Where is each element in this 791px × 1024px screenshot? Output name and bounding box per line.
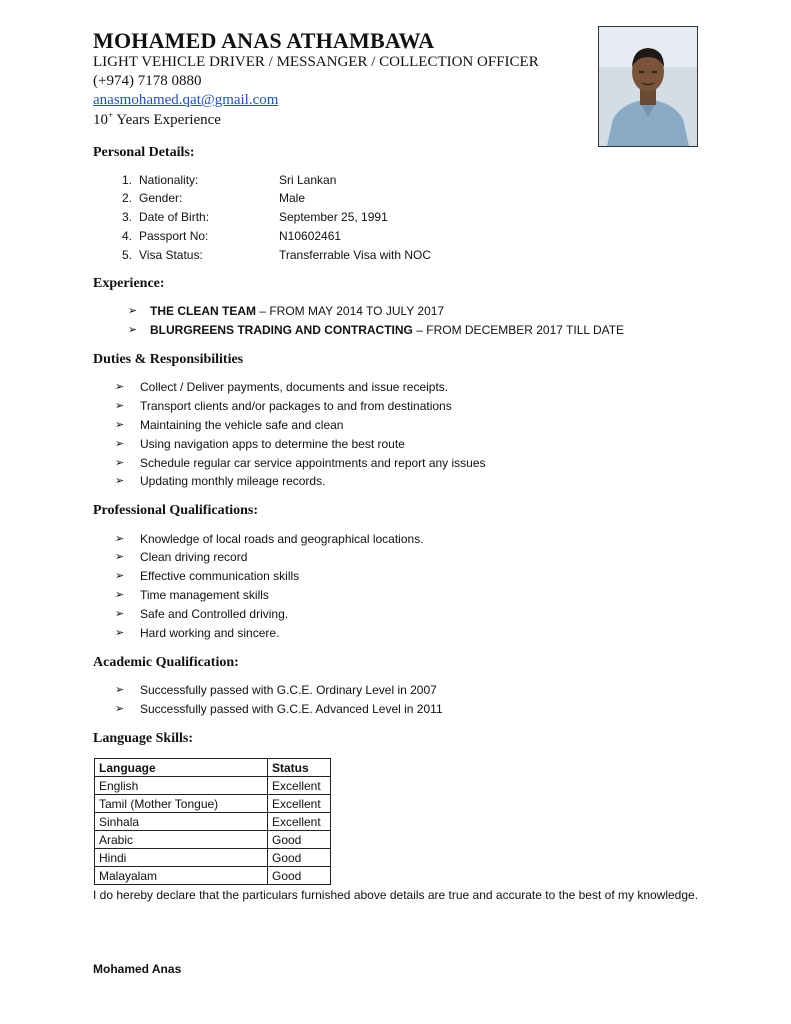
arrow-bullet-icon: ➢ [115,419,125,431]
list-item-text: Schedule regular car service appointments and report any issues [140,456,486,470]
status-cell: Excellent [268,795,331,813]
experience-plus: + [108,110,114,120]
arrow-bullet-icon: ➢ [115,684,125,696]
list-item-text: Time management skills [140,588,269,602]
arrow-bullet-icon: ➢ [115,438,125,450]
language-cell: English [95,777,268,795]
list-item-text: Knowledge of local roads and geographical locations. [140,532,424,546]
row-value: Transferrable Visa with NOC [279,248,432,262]
row-key: Gender: [139,191,183,205]
declaration-text: I do hereby declare that the particulars furnished above details are true and accurate to the best of my knowledge. [93,888,699,902]
arrow-bullet-icon: ➢ [115,627,125,639]
language-skills-heading: Language Skills: [93,731,193,746]
row-value: Sri Lankan [279,173,337,187]
job-titles: LIGHT VEHICLE DRIVER / MESSANGER / COLLECTION OFFICER [93,54,539,70]
experience-number: 10 [93,112,108,128]
row-number: 2. [121,191,132,205]
experience-heading: Experience: [93,276,165,291]
person-photo-icon [599,27,697,146]
years-experience [93,110,221,129]
arrow-bullet-icon: ➢ [115,533,125,545]
table-row [95,795,331,813]
list-item-text: Using navigation apps to determine the best route [140,437,405,451]
status-cell: Good [268,867,331,885]
arrow-bullet-icon: ➢ [115,551,125,563]
list-item-text: Effective communication skills [140,569,300,583]
table-row [95,813,331,831]
arrow-bullet-icon: ➢ [115,570,125,582]
row-number: 4. [121,229,132,243]
list-item-text: Collect / Deliver payments, documents and issue receipts. [140,380,449,394]
table-row [95,777,331,795]
row-number: 5. [121,248,132,262]
list-item-text: Safe and Controlled driving. [140,607,289,621]
list-item-text: Successfully passed with G.C.E. Advanced Level in 2011 [140,702,443,716]
phone-number: (+974) 7178 0880 [93,73,202,89]
row-number: 3. [121,210,132,224]
arrow-bullet-icon: ➢ [115,475,125,487]
status-cell: Excellent [268,813,331,831]
signature-name: Mohamed Anas [93,962,182,976]
row-number: 1. [121,173,132,187]
employment-period: – FROM DECEMBER 2017 TILL DATE [412,323,625,337]
list-item-text: Updating monthly mileage records. [140,474,326,488]
language-cell: Arabic [95,831,268,849]
candidate-name: MOHAMED ANAS ATHAMBAWA [93,28,435,53]
status-cell: Excellent [268,777,331,795]
column-header-language: Language [95,759,268,777]
arrow-bullet-icon: ➢ [128,324,138,336]
arrow-bullet-icon: ➢ [115,381,125,393]
list-item-text: Transport clients and/or packages to and from destinations [140,399,452,413]
duties-heading: Duties & Responsibilities [93,352,244,367]
list-item-text: Hard working and sincere. [140,626,280,640]
row-value: N10602461 [279,229,342,243]
table-row [95,849,331,867]
row-key: Passport No: [139,229,209,243]
personal-details-heading: Personal Details: [93,145,195,160]
employment-period: – FROM MAY 2014 TO JULY 2017 [256,304,445,318]
row-key: Visa Status: [139,248,203,262]
language-cell: Hindi [95,849,268,867]
table-header-row [95,759,331,777]
status-cell: Good [268,849,331,867]
company-name: BLURGREENS TRADING AND CONTRACTING [150,323,413,337]
status-cell: Good [268,831,331,849]
language-cell: Sinhala [95,813,268,831]
language-cell: Malayalam [95,867,268,885]
row-key: Date of Birth: [139,210,210,224]
arrow-bullet-icon: ➢ [128,305,138,317]
arrow-bullet-icon: ➢ [115,608,125,620]
arrow-bullet-icon: ➢ [115,703,125,715]
company-name: THE CLEAN TEAM [150,304,256,318]
email-link[interactable]: anasmohamed.qat@gmail.com [93,92,279,108]
column-header-status: Status [268,759,331,777]
table-row [95,831,331,849]
profile-photo [598,26,698,147]
arrow-bullet-icon: ➢ [115,457,125,469]
list-item-text: Clean driving record [140,550,248,564]
arrow-bullet-icon: ➢ [115,589,125,601]
row-value: Male [279,191,306,205]
list-item-text: Successfully passed with G.C.E. Ordinary Level in 2007 [140,683,437,697]
list-item-text: Maintaining the vehicle safe and clean [140,418,344,432]
row-key: Nationality: [139,173,199,187]
row-value: September 25, 1991 [279,210,388,224]
language-table [94,758,331,885]
arrow-bullet-icon: ➢ [115,400,125,412]
table-row [95,867,331,885]
academic-qualification-heading: Academic Qualification: [93,655,239,670]
professional-qualifications-heading: Professional Qualifications: [93,503,259,518]
experience-label: Years Experience [113,112,221,128]
language-cell: Tamil (Mother Tongue) [95,795,268,813]
